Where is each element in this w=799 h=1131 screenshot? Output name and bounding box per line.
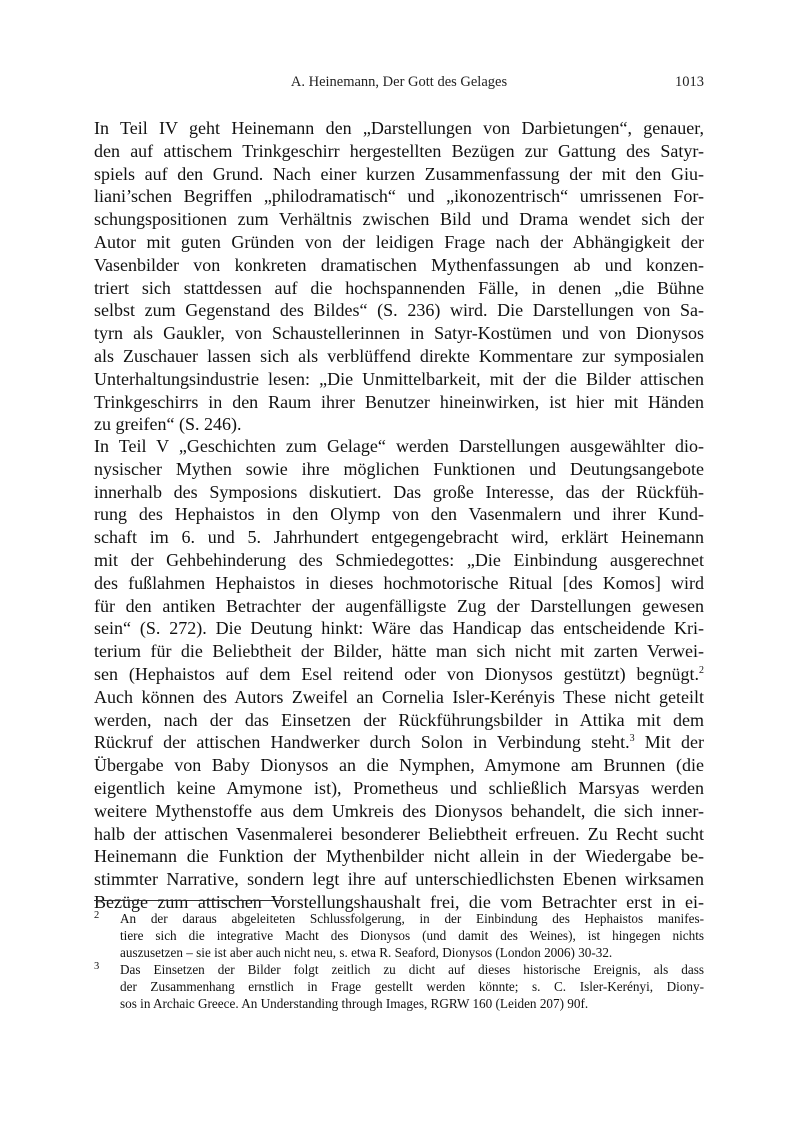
text-line: selbst zum Gegenstand des Bildes“ (S. 236) wird. Die Darstellungen von Sa- [94,300,704,321]
line-text: Rückruf der attischen Handwerker durch Solon in Verbindung steht. [94,732,630,753]
text-line: tyrn als Gaukler, von Schaustellerinnen in Satyr-Kostümen und von Dionysos [94,323,704,344]
text-line: werden, nach der das Einsetzen der Rückführungsbilder in Attika mit dem [94,709,704,730]
footnote-line: tiere sich die integrative Macht des Dionysos (und damit des Weines), ist hingegen nichts [120,927,704,943]
footnote-line: der Zusammenhang ernstlich in Frage gestellt werden könnte; s. C. Isler-Kerényi, Diony- [120,978,704,994]
running-head [94,74,704,96]
text-line: spiels auf den Grund. Nach einer kurzen Zusammenfassung der mit den Giu- [94,163,704,184]
text-line: stimmter Narrative, sondern legt ihre auf unterschiedlichsten Ebenen wirksamen [94,869,704,890]
paragraph-teil-v [94,435,704,914]
text-line: In Teil V „Geschichten zum Gelage“ werden Darstellungen ausgewählter dio- [94,436,704,456]
text-line: des fußlahmen Hephaistos in dieses hochmotorische Ritual [des Komos] wird [94,572,704,593]
text-line: Bezüge zum attischen Vorstellungshaushalt frei, die vom Betrachter erst in ei- [94,891,704,912]
text-line: für den antiken Betrachter der augenfälligste Zug der Darstellungen gewesen [94,595,704,616]
running-title: A. Heinemann, Der Gott des Gelages [290,74,508,90]
text-line: als Zuschauer lassen sich als verblüffend direkte Kommentare zur symposialen [94,345,704,366]
footnote-line: auszusetzen – sie ist aber auch nicht neu, s. etwa R. Seaford, Dionysos (London 2006) 30-32. [120,944,613,960]
text-line: In Teil IV geht Heinemann den „Darstellungen von Darbietungen“, genauer, [94,118,704,138]
footnote-line: sos in Archaic Greece. An Understanding through Images, RGRW 160 (Leiden 207) 90f. [120,995,589,1011]
footnote-2 [94,911,704,961]
text-line: Vasenbilder von konkreten dramatischen Mythenfassungen ab und konzen- [94,254,704,275]
text-line: Trinkgeschirrs in den Raum ihrer Benutzer hineinwirken, ist hier mit Händen [94,391,704,412]
footnote-line: Das Einsetzen der Bilder folgt zeitlich zu dicht auf dieses historische Ereignis, als dass [120,962,704,977]
text-line: terium für die Beliebtheit der Bilder, hätte man sich nicht mit zarten Verwei- [94,641,704,662]
text-line: Unterhaltungsindustrie lesen: „Die Unmittelbarkeit, mit der die Bilder attischen [94,368,704,389]
text-line: schungspositionen zum Verhältnis zwischen Bild und Drama wendet sich der [94,209,704,230]
footnote-3 [94,962,704,1012]
footnote-line: An der daraus abgeleiteten Schlussfolgerung, in der Einbindung des Hephaistos manifes- [120,911,704,926]
text-line: Übergabe von Baby Dionysos an die Nymphen, Amymone am Brunnen (die [94,755,704,776]
footnote-text [120,962,704,1012]
text-line-with-note-3 [94,731,704,754]
text-line: weitere Mythenstoffe aus dem Umkreis des Dionysos behandelt, die sich inner- [94,800,704,821]
text-line: eigentlich keine Amymone ist), Prometheus und schließlich Marsyas werden [94,777,704,798]
text-line: zu greifen“ (S. 246). [94,414,242,435]
line-text: sen (Hephaistos auf dem Esel reitend oder von Dionysos gestützt) begnügt. [94,663,699,684]
footnote-number: 3 [94,961,100,972]
text-line: nysischer Mythen sowie ihre möglichen Funktionen und Deutungsangebote [94,458,704,479]
text-line: schaft im 6. und 5. Jahrhundert entgegengebracht wird, erklärt Heinemann [94,527,704,548]
text-line: innerhalb des Symposions diskutiert. Das große Interesse, das der Rückfüh- [94,481,704,502]
text-line: liani’schen Begriffen „philodramatisch“ und „ikonozentrisch“ umrissenen For- [94,186,704,207]
text-line: den auf attischem Trinkgeschirr hergestellten Bezügen zur Gattung des Satyr- [94,140,704,161]
text-line: halb der attischen Vasenmalerei besonderer Beliebtheit erfreuen. Zu Recht sucht [94,823,704,844]
text-line: rung des Hephaistos in den Olymp von den Vasenmalern und ihrer Kund- [94,504,704,525]
text-line: Heinemann die Funktion der Mythenbilder nicht allein in der Wiedergabe be- [94,846,704,867]
footnote-number: 2 [94,910,100,921]
text-line: Autor mit guten Gründen von der leidigen Frage nach der Abhängigkeit der [94,231,704,252]
line-text-continued: Mit der [634,732,704,753]
footnote-separator [94,900,284,901]
footnote-ref-2[interactable]: 2 [699,664,704,676]
text-line: mit der Gehbehinderung des Schmiedegottes: „Die Einbindung ausgerechnet [94,549,704,570]
text-line: triert sich stattdessen auf die hochspannenden Fälle, in denen „die Bühne [94,277,704,298]
footnote-ref-3[interactable]: 3 [629,733,635,745]
text-line: Auch können des Autors Zweifel an Cornelia Isler-Kerényis These nicht geteilt [94,686,704,707]
text-line-with-note-2 [94,663,704,686]
footnote-text [120,911,704,961]
text-line: sein“ (S. 272). Die Deutung hinkt: Wäre das Handicap das entscheidende Kri- [94,618,704,639]
paragraph-teil-iv [94,117,704,436]
page-number: 1013 [675,74,704,90]
